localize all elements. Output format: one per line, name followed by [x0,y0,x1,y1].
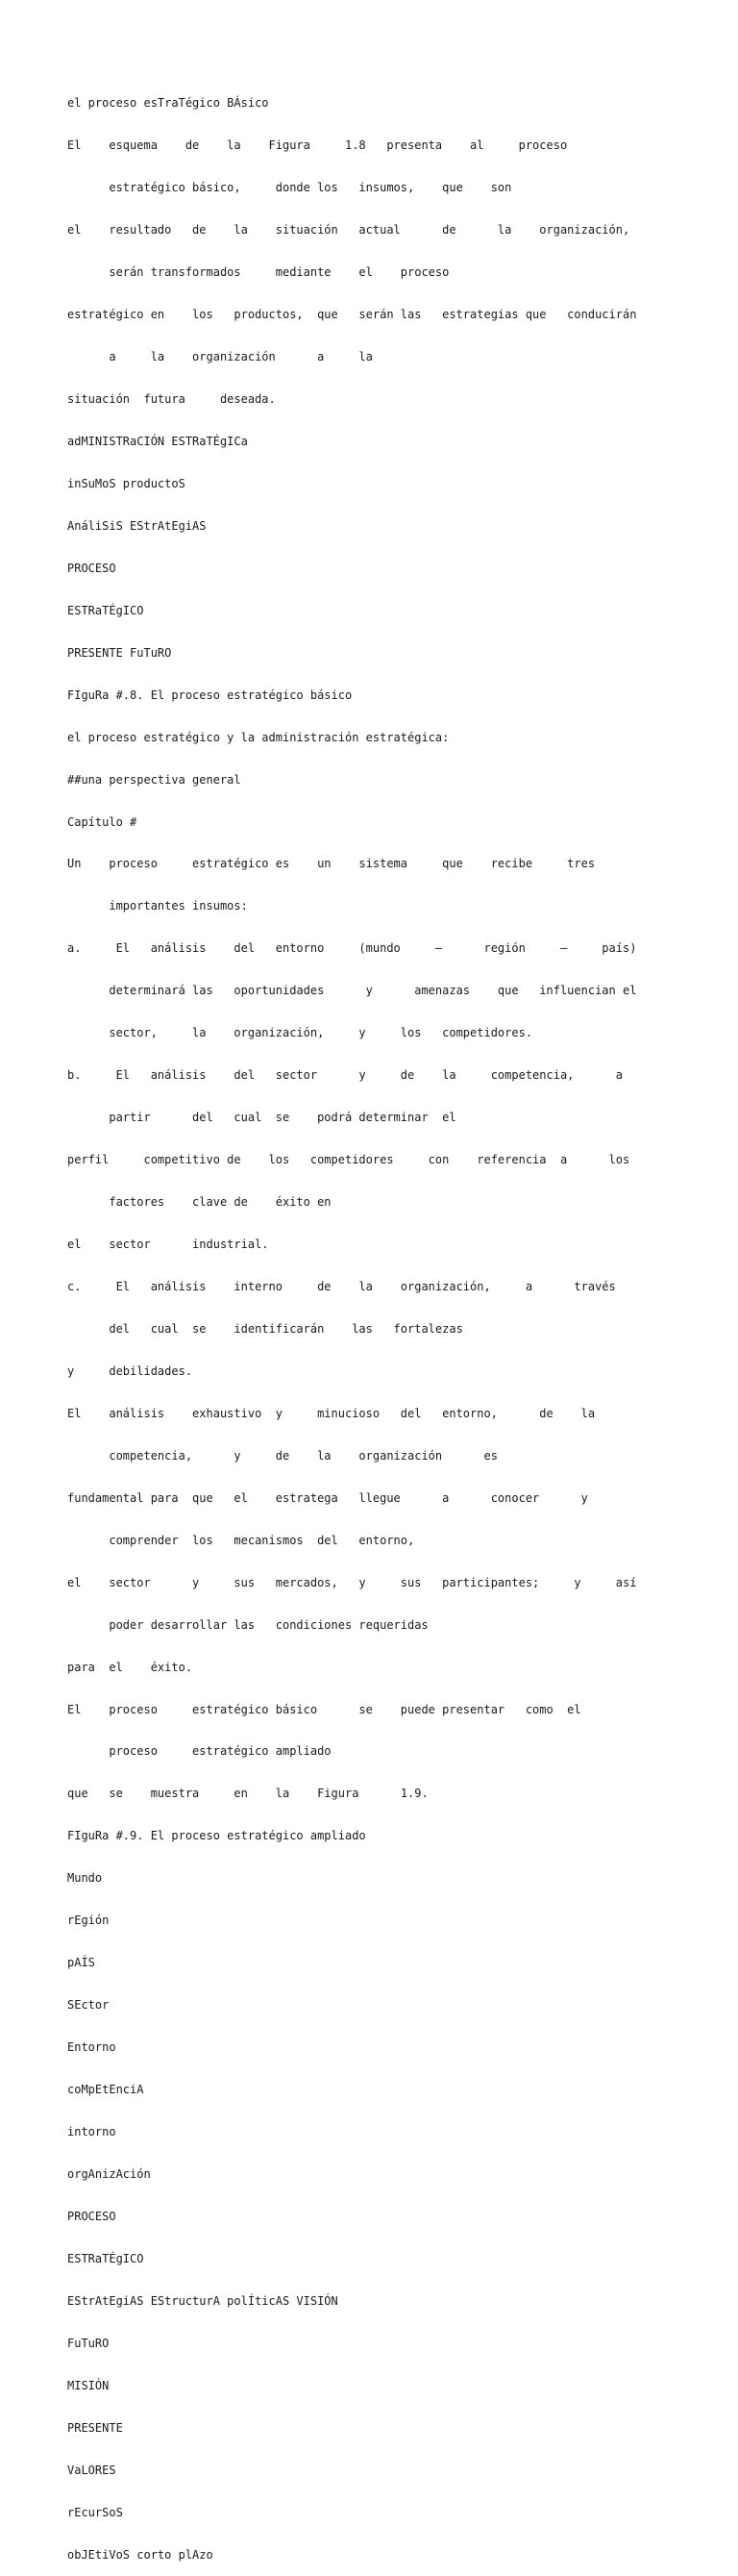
text-line: estratégico básico, donde los insumos, que son [67,181,512,195]
text-line: b. El análisis del sector y de la competencia, a [67,1068,623,1083]
text-line: VaLORES [67,2463,116,2477]
text-line: comprender los mecanismos del entorno, [67,1533,415,1547]
text-line: perfil competitivo de los competidores con referencia a los [67,1153,630,1167]
text-line: intorno [67,2125,116,2139]
figure-caption: FIguRa #.8. El proceso estratégico básico [67,688,353,702]
text-line: que se muestra en la Figura 1.9. [67,1787,429,1801]
text-line: Entorno [67,2040,116,2055]
text-line: y debilidades. [67,1363,193,1378]
text-line: rEgión [67,1913,110,1928]
text-line: Capítulo # [67,814,137,829]
text-line: el sector industrial. [67,1238,269,1252]
document-body [67,68,636,2576]
text-line: factores clave de éxito en [67,1195,332,1210]
text-line: estratégico en los productos, que serán las estrategias que conducirán [67,308,637,322]
text-line: Mundo [67,1871,103,1886]
text-line: orgAnizAción [67,2167,151,2182]
text-line: inSuMoS productoS [67,476,185,490]
text-line: el sector y sus mercados, y sus participantes; y así [67,1575,637,1589]
text-line: PROCESO [67,561,116,575]
text-line: fundamental para que el estratega llegue a conocer y [67,1490,588,1505]
text-line: el proceso estratégico y la administración estratégica: [67,730,450,744]
text-line: coMpEtEnciA [67,2083,144,2097]
text-line: PRESENTE [67,2420,123,2435]
text-line: Un proceso estratégico es un sistema que recibe tres [67,857,596,871]
text-line: El análisis exhaustivo y minucioso del entorno, de la [67,1406,596,1420]
text-line: El esquema de la Figura 1.8 presenta al proceso [67,138,568,153]
text-line: AnáliSiS EStrAtEgiAS [67,518,207,533]
text-line: obJEtiVoS corto plAzo [67,2547,213,2562]
figure-caption: FIguRa #.9. El proceso estratégico ampliado [67,1829,366,1843]
text-line: PRESENTE FuTuRO [67,645,172,660]
text-line: partir del cual se podrá determinar el [67,1111,456,1125]
text-line: FuTuRO [67,2336,110,2350]
text-line: competencia, y de la organización es [67,1448,498,1463]
text-line: importantes insumos: [67,899,248,913]
text-line: El proceso estratégico básico se puede presentar como el [67,1702,581,1716]
text-line: proceso estratégico ampliado [67,1744,332,1759]
text-line: a. El análisis del entorno (mundo – región – país) [67,941,637,956]
text-line: pAÍS [67,1956,95,1970]
text-line: el proceso esTraTégico BÁsico [67,96,269,111]
text-line: para el éxito. [67,1660,193,1674]
text-line: adMINISTRaCIÓN ESTRaTÉgICa [67,434,248,448]
text-line: SEctor [67,1998,110,2013]
text-line: c. El análisis interno de la organización, a través [67,1280,616,1293]
text-line: a la organización a la [67,350,373,364]
text-line: ##una perspectiva general [67,772,241,787]
text-line: rEcurSoS [67,2505,123,2519]
text-line: situación futura deseada. [67,391,276,406]
text-line: poder desarrollar las condiciones requeridas [67,1617,429,1632]
text-line: ESTRaTÉgICO [67,603,144,617]
text-line: sector, la organización, y los competidores. [67,1026,533,1040]
text-line: PROCESO [67,2209,116,2223]
text-line: MISIÓN [67,2378,110,2392]
text-line: serán transformados mediante el proceso [67,265,450,280]
text-line: del cual se identificarán las fortalezas [67,1321,463,1336]
text-line: el resultado de la situación actual de la organización, [67,223,630,238]
text-line: EStrAtEgiAS EStructurA polÍticAS VISIÓN [67,2293,338,2308]
text-line: ESTRaTÉgICO [67,2251,144,2265]
text-line: determinará las oportunidades y amenazas que influencian el [67,984,637,998]
